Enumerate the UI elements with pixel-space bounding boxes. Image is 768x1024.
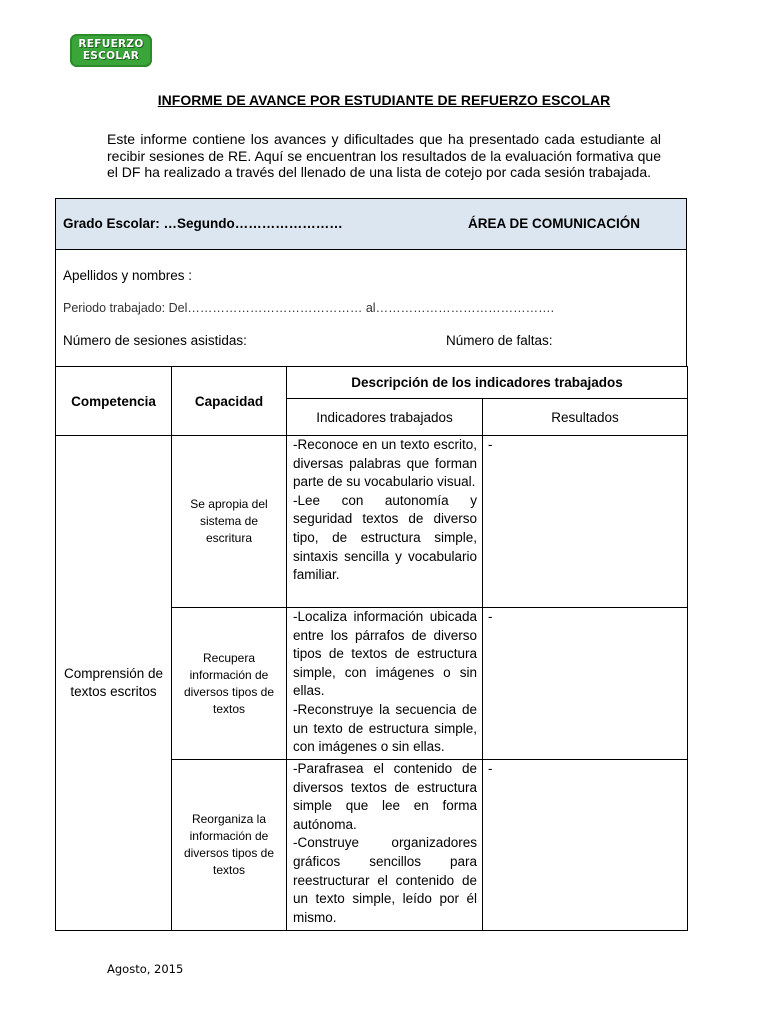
student-info-box <box>55 249 687 367</box>
absences-label: Número de faltas: <box>446 333 553 348</box>
period-label: Periodo trabajado: Del…………………………………… al……………………………………. <box>63 301 555 315</box>
header-capacidad: Capacidad <box>172 367 287 436</box>
header-indicadores: Indicadores trabajados <box>287 399 483 436</box>
indicadores-cell <box>287 436 483 608</box>
table-row <box>56 436 688 608</box>
indicador-text: -Localiza información ubicada entre los párrafos de diverso tipos de textos de estructura simple, con imágenes o sin ellas. <box>293 609 477 699</box>
sessions-label: Número de sesiones asistidas: <box>63 333 247 348</box>
grade-header-box <box>55 198 687 250</box>
grade-label: Grado Escolar: …Segundo…………………… <box>63 216 343 231</box>
refuerzo-escolar-logo <box>70 34 152 67</box>
intro-paragraph: Este informe contiene los avances y dificultades que ha presentado cada estudiante al recibir sesiones de RE. Aquí se encuentran los resultados de la evaluación formativa que el DF ha realizado a través del llenado de una lista de cotejo por cada sesión trabajada. <box>107 131 661 180</box>
indicador-text: -Reconoce en un texto escrito, diversas palabras que forman parte de su vocabulario visual. <box>293 437 477 490</box>
capacidad-cell: Reorganiza la información de diversos tipos de textos <box>172 760 287 931</box>
resultado-cell: - <box>483 436 688 608</box>
footer-date: Agosto, 2015 <box>107 962 184 976</box>
indicadores-cell <box>287 760 483 931</box>
header-descripcion: Descripción de los indicadores trabajados <box>287 367 688 399</box>
resultado-cell: - <box>483 760 688 931</box>
indicators-table <box>55 366 688 931</box>
header-resultados: Resultados <box>483 399 688 436</box>
indicador-text: -Reconstruye la secuencia de un texto de estructura simple, con imágenes o sin ellas. <box>293 701 477 755</box>
logo-line1: REFUERZO <box>78 38 144 50</box>
capacidad-cell: Se apropia del sistema de escritura <box>172 436 287 608</box>
capacidad-cell: Recupera información de diversos tipos de textos <box>172 608 287 760</box>
area-label: ÁREA DE COMUNICACIÓN <box>468 216 640 231</box>
logo-line2: ESCOLAR <box>82 50 140 62</box>
indicador-text: -Construye organizadores gráficos sencillos para reestructurar el contenido de un texto simple, leído por él mismo. <box>293 835 477 925</box>
student-names-label: Apellidos y nombres : <box>63 268 193 283</box>
resultado-cell: - <box>483 608 688 760</box>
header-competencia: Competencia <box>56 367 172 436</box>
document-title: INFORME DE AVANCE POR ESTUDIANTE DE REFUERZO ESCOLAR <box>157 92 611 108</box>
indicador-text: -Parafrasea el contenido de diversos textos de estructura simple que lee en forma autónoma. <box>293 761 477 832</box>
indicadores-cell <box>287 608 483 760</box>
competencia-cell: Comprensión de textos escritos <box>56 436 172 931</box>
indicador-text: -Lee con autonomía y seguridad textos de diverso tipo, de estructura simple, sintaxis sencilla y vocabulario familiar. <box>293 492 477 583</box>
